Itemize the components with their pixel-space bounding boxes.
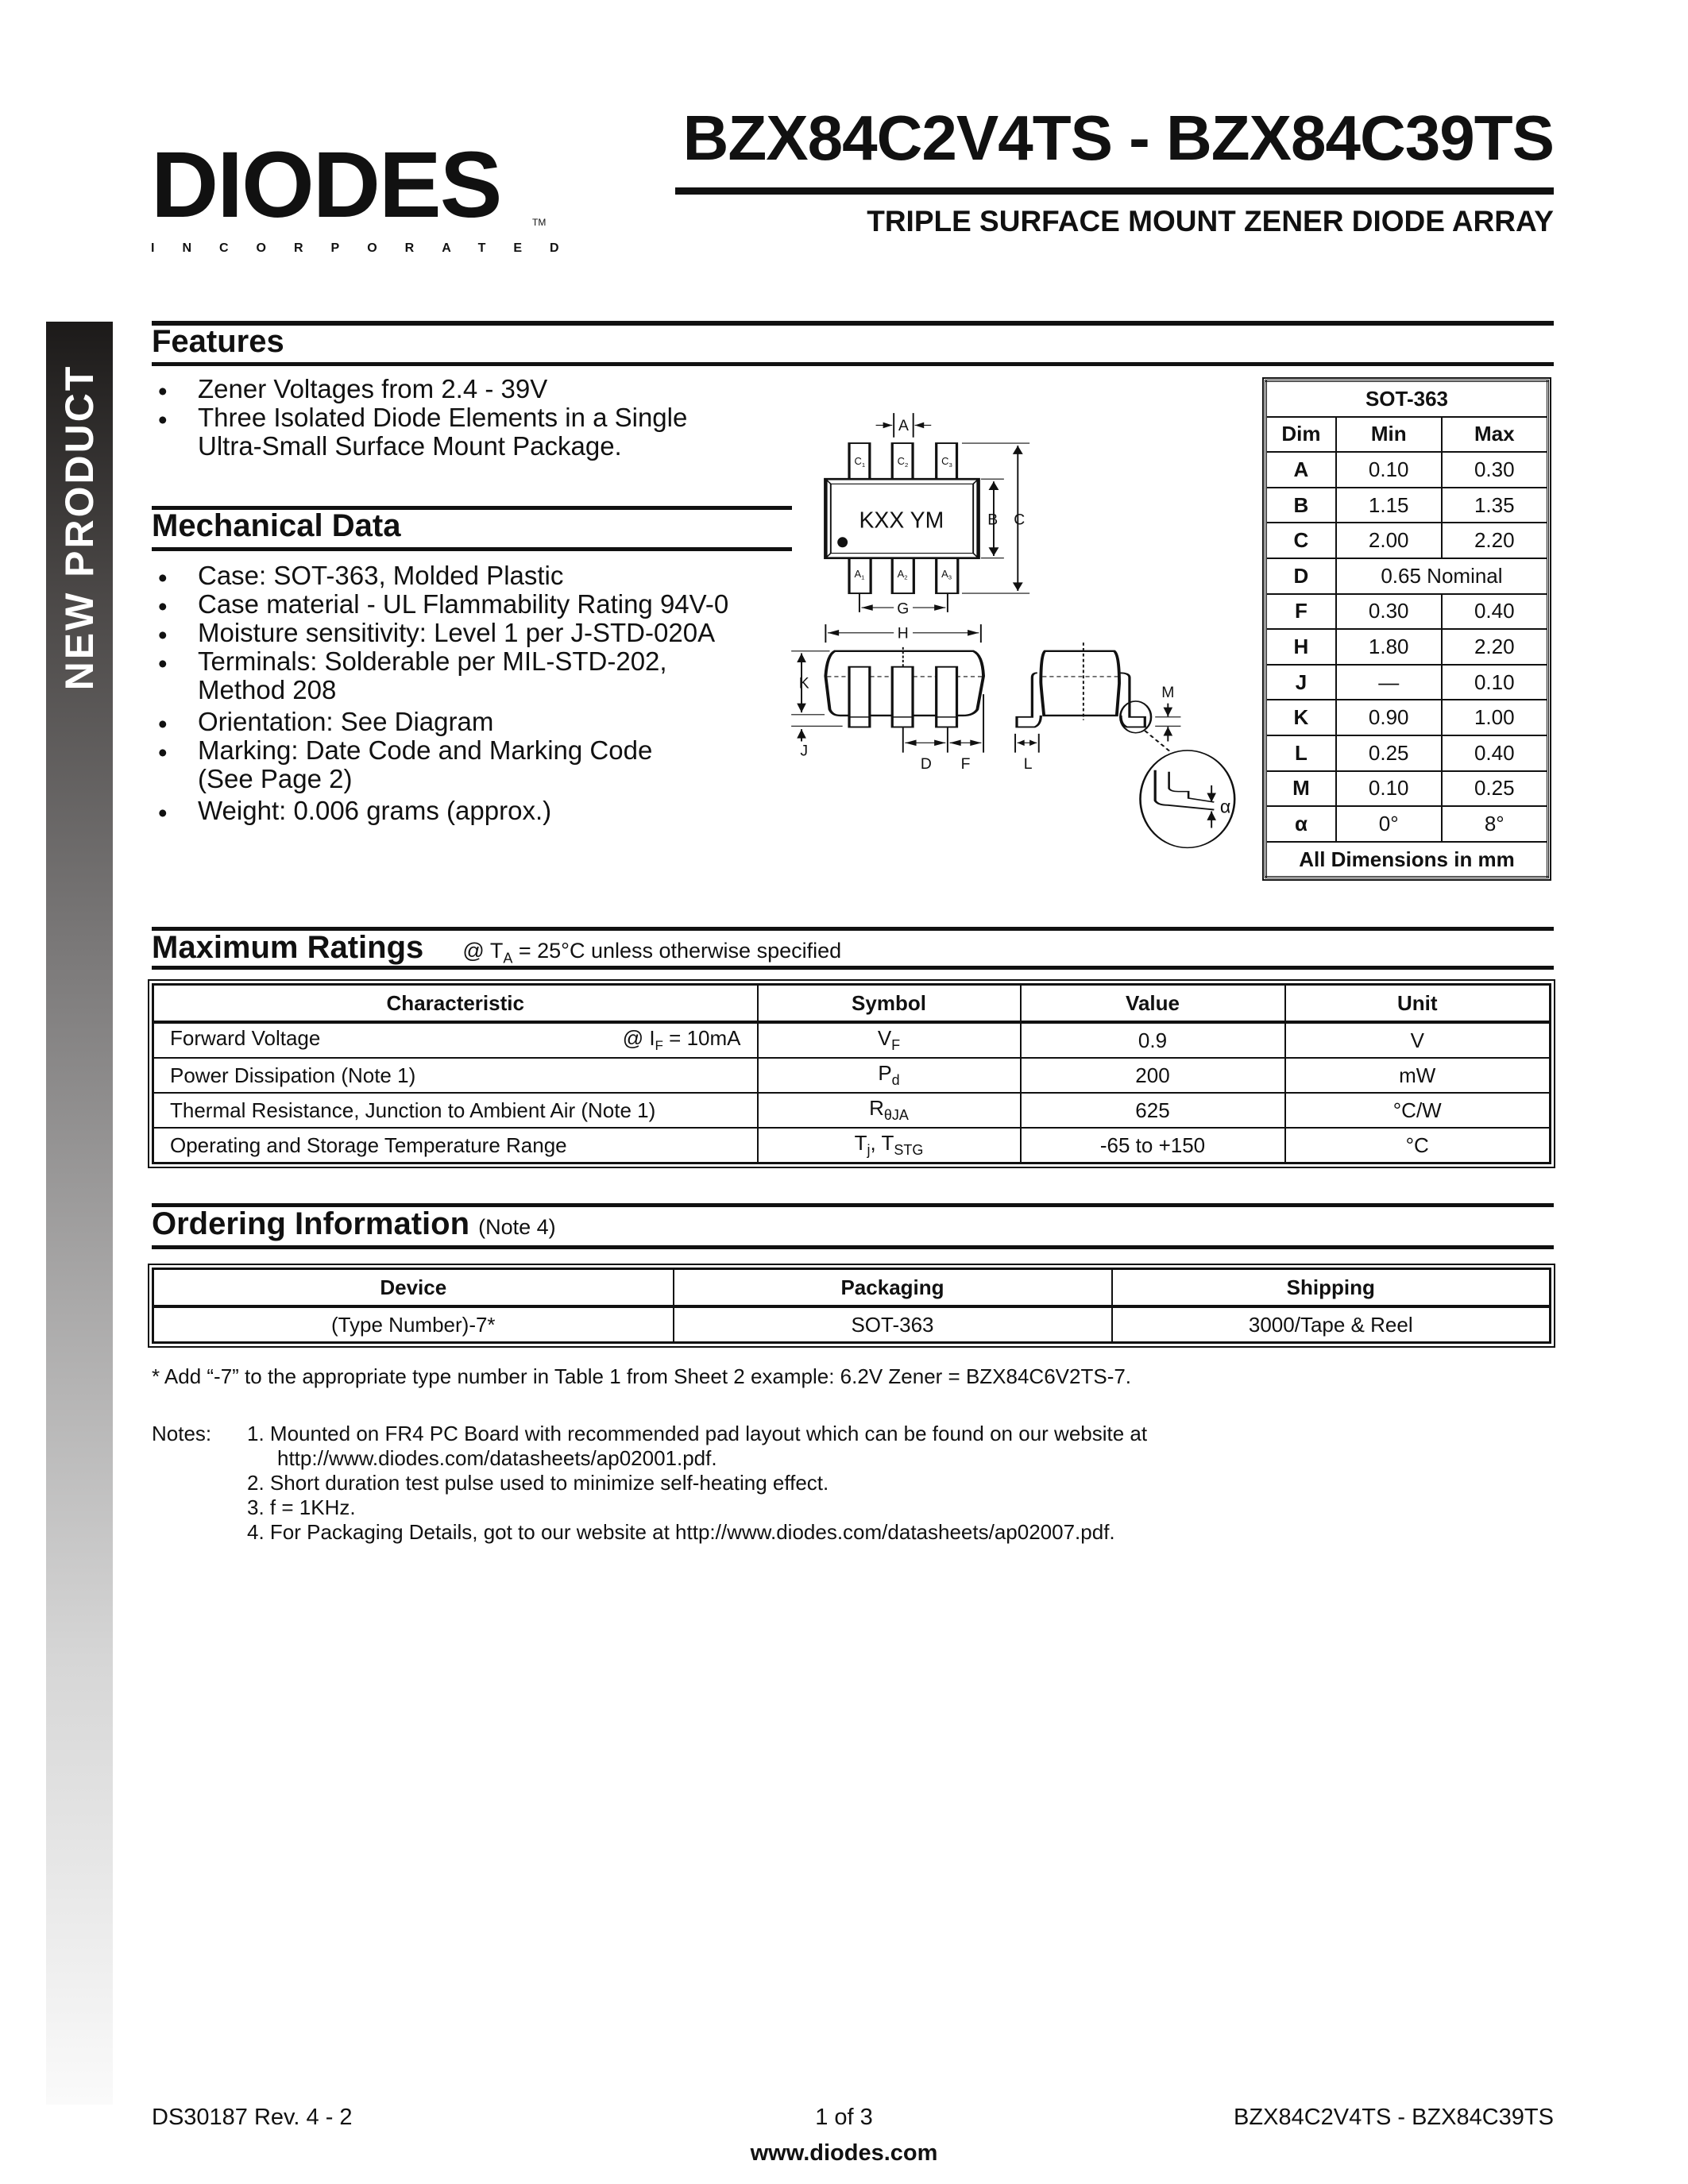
dim-label-a: A (898, 418, 909, 434)
min-cell: 0.10 (1336, 771, 1442, 807)
top-view (825, 413, 1029, 642)
logo-trademark: TM (532, 217, 547, 228)
characteristic-text: Forward Voltage (170, 1026, 321, 1051)
sot363-dimension-table (1265, 380, 1549, 878)
features-top-rule (152, 321, 1554, 326)
characteristic-text: Operating and Storage Temperature Range (170, 1133, 567, 1157)
dim-cell: B (1266, 488, 1336, 523)
list-item (152, 375, 687, 403)
symbol-header: Symbol (758, 985, 1021, 1023)
table-row (153, 1128, 1551, 1163)
list-item-text: • Zener Voltages from 2.4 - 39V (198, 374, 548, 403)
dim-cell: A (1266, 452, 1336, 488)
dim-label-b: B (987, 511, 999, 529)
list-item-text: • Orientation: See Diagram (198, 707, 494, 736)
max-cell: 2.20 (1442, 523, 1548, 558)
page-title: BZX84C2V4TS - BZX84C39TS (682, 102, 1554, 173)
min-cell: 0.10 (1336, 452, 1442, 488)
dim-row (1266, 488, 1548, 523)
ratings-bottom-rule (152, 966, 1554, 970)
dim-row (1266, 594, 1548, 630)
min-cell: 0.30 (1336, 594, 1442, 630)
footer-page-number: 1 of 3 (815, 2105, 873, 2130)
pin-label-a3: $A_3$ (941, 567, 952, 581)
dim-cell: D (1266, 558, 1336, 594)
diodes-logo (151, 131, 587, 257)
ordering-bottom-rule (152, 1245, 1554, 1249)
dim-col-header: Dim (1266, 417, 1336, 453)
packaging-header: Packaging (674, 1269, 1112, 1307)
characteristic-text: Power Dissipation (Note 1) (170, 1063, 416, 1087)
dim-row (1266, 629, 1548, 665)
list-item (152, 619, 728, 647)
dim-cell: C (1266, 523, 1336, 558)
marking-code: KXX YM (859, 507, 944, 534)
list-item (152, 590, 728, 619)
dim-row (1266, 806, 1548, 842)
dim-label-c: C (1014, 511, 1026, 529)
page-subtitle: TRIPLE SURFACE MOUNT ZENER DIODE ARRAY (867, 205, 1554, 237)
characteristic-cell (153, 1058, 758, 1093)
table-row (153, 1306, 1551, 1343)
min-cell: 1.80 (1336, 629, 1442, 665)
pin-label-a2: $A_2$ (897, 567, 908, 581)
max-cell: 8° (1442, 806, 1548, 842)
dim-label-h: H (897, 625, 909, 642)
note-item: http://www.diodes.com/datasheets/ap02001.pdf. (277, 1446, 717, 1470)
ordering-note-ref: (Note 4) (478, 1215, 556, 1239)
max-cell: 1.00 (1442, 700, 1548, 735)
notes-label: Notes: (152, 1422, 212, 1445)
dim-row (1266, 523, 1548, 558)
unit-header: Unit (1285, 985, 1551, 1023)
pin-label-a1: $A_1$ (854, 567, 865, 581)
dim-row (1266, 665, 1548, 700)
min-cell: 0.25 (1336, 735, 1442, 771)
unit-cell: °C/W (1285, 1093, 1551, 1128)
list-item-text: Method 208 (198, 675, 337, 704)
device-cell: (Type Number)-7* (153, 1306, 674, 1343)
pin-label-c3: $C_3$ (941, 455, 952, 469)
list-item (152, 736, 728, 793)
symbol-cell: $R_{\theta JA}$ (758, 1093, 1021, 1128)
mechanical-bottom-rule (152, 547, 792, 551)
list-item-text: • Case: SOT-363, Molded Plastic (198, 561, 564, 590)
max-cell: 2.20 (1442, 629, 1548, 665)
dim-label-g: G (897, 600, 910, 618)
mechanical-heading: Mechanical Data (152, 508, 401, 543)
min-cell: 0° (1336, 806, 1442, 842)
pin1-dot (837, 537, 848, 547)
dim-row (1266, 700, 1548, 735)
dim-table-footer: All Dimensions in mm (1266, 842, 1548, 878)
list-item-text: • Case material - UL Flammability Rating 94V-0 (198, 589, 729, 619)
characteristic-cell (153, 1022, 758, 1058)
list-item-text: • Marking: Date Code and Marking Code (198, 735, 653, 765)
features-list (152, 375, 687, 464)
symbol-cell: $P_d$ (758, 1058, 1021, 1093)
ordering-table (152, 1268, 1551, 1344)
features-heading: Features (152, 324, 284, 359)
sidebar-label-text: NEW PRODUCT (57, 364, 102, 691)
list-item (152, 708, 728, 736)
unit-cell: V (1285, 1022, 1551, 1058)
unit-cell: °C (1285, 1128, 1551, 1163)
dim-cell: F (1266, 594, 1336, 630)
max-col-header: Max (1442, 417, 1548, 453)
pin-label-c2: $C_2$ (897, 455, 909, 469)
dim-label-f: F (960, 755, 971, 773)
logo-text: DIODES (151, 133, 501, 237)
ordering-title: Ordering Information (152, 1206, 469, 1241)
footer-website-link[interactable]: www.diodes.com (750, 2140, 938, 2166)
dim-label-j: J (800, 743, 809, 760)
dim-row (1266, 771, 1548, 807)
max-cell: 0.25 (1442, 771, 1548, 807)
table-row (153, 1058, 1551, 1093)
min-cell: 1.15 (1336, 488, 1442, 523)
dim-label-l: L (1023, 755, 1033, 773)
list-item-text: • Terminals: Solderable per MIL-STD-202, (198, 646, 667, 676)
value-cell: 625 (1021, 1093, 1285, 1128)
end-view (1015, 642, 1234, 847)
max-ratings-title: Maximum Ratings (152, 930, 424, 965)
min-col-header: Min (1336, 417, 1442, 453)
logo-subtext: INCORPORATED (151, 241, 587, 255)
dim-cell: L (1266, 735, 1336, 771)
dim-cell: α (1266, 806, 1336, 842)
symbol-cell: $T_j$, $T_{STG}$ (758, 1128, 1021, 1163)
list-item-text: • Three Isolated Diode Elements in a Single (198, 403, 688, 432)
table-row (153, 1093, 1551, 1128)
characteristic-cell (153, 1128, 758, 1163)
dim-label-m: M (1161, 684, 1175, 701)
characteristic-text: Thermal Resistance, Junction to Ambient Air (Note 1) (170, 1098, 656, 1122)
value-cell: 200 (1021, 1058, 1285, 1093)
test-condition: @ $I_F = 10mA$ (622, 1026, 741, 1054)
max-ratings-heading (152, 930, 841, 967)
max-cell: 0.30 (1442, 452, 1548, 488)
title-rule (675, 187, 1554, 195)
shipping-header: Shipping (1112, 1269, 1551, 1307)
list-item-text: Ultra-Small Surface Mount Package. (198, 431, 622, 461)
symbol-cell: $V_F$ (758, 1022, 1021, 1058)
list-item (152, 561, 728, 590)
footer-part-number: BZX84C2V4TS - BZX84C39TS (1234, 2105, 1554, 2130)
min-cell: 2.00 (1336, 523, 1442, 558)
dim-row (1266, 558, 1548, 594)
max-cell: 0.40 (1442, 594, 1548, 630)
min-cell: — (1336, 665, 1442, 700)
max-cell: 0.40 (1442, 735, 1548, 771)
device-header: Device (153, 1269, 674, 1307)
characteristic-header: Characteristic (153, 985, 758, 1023)
dim-row (1266, 735, 1548, 771)
footer-doc-number: DS30187 Rev. 4 - 2 (152, 2105, 353, 2130)
list-item (152, 647, 728, 704)
shipping-cell: 3000/Tape & Reel (1112, 1306, 1551, 1343)
dim-cell: M (1266, 771, 1336, 807)
characteristic-cell (153, 1093, 758, 1128)
dim-cell: J (1266, 665, 1336, 700)
maximum-ratings-table (152, 983, 1551, 1164)
dim-label-d: D (920, 755, 932, 773)
list-item (152, 403, 687, 461)
max-ratings-condition: @ $T_A = 25^\circ C$ unless otherwise specified (462, 939, 842, 967)
note-item: 2. Short duration test pulse used to minimize self-heating effect. (247, 1471, 829, 1495)
note-item: 3. f = 1KHz. (247, 1495, 356, 1519)
max-cell: 1.35 (1442, 488, 1548, 523)
value-cell: 0.9 (1021, 1022, 1285, 1058)
unit-cell: mW (1285, 1058, 1551, 1093)
value-header: Value (1021, 985, 1285, 1023)
list-item (152, 797, 728, 825)
side-view (791, 647, 983, 773)
packaging-cell: SOT-363 (674, 1306, 1112, 1343)
value-cell: -65 to +150 (1021, 1128, 1285, 1163)
note-item: 4. For Packaging Details, got to our website at http://www.diodes.com/datasheets/ap02007.pdf. (247, 1520, 1115, 1544)
dim-row (1266, 452, 1548, 488)
features-bottom-rule (152, 362, 1554, 366)
ordering-footnote: * Add “-7” to the appropriate type number in Table 1 from Sheet 2 example: 6.2V Zener = BZX84C6V2TS-7. (152, 1364, 1132, 1388)
dim-cell: K (1266, 700, 1336, 735)
max-cell: 0.10 (1442, 665, 1548, 700)
mechanical-list (152, 561, 728, 825)
pin-label-c1: $C_1$ (854, 455, 866, 469)
dim-label-k: K (798, 675, 809, 693)
table-row (153, 1022, 1551, 1058)
dim-cell: H (1266, 629, 1336, 665)
nominal-cell: 0.65 Nominal (1336, 558, 1548, 594)
dim-table-title: SOT-363 (1266, 381, 1548, 417)
ordering-heading (152, 1206, 556, 1242)
min-cell: 0.90 (1336, 700, 1442, 735)
list-item-text: • Moisture sensitivity: Level 1 per J-STD-020A (198, 618, 716, 647)
list-item-text: • Weight: 0.006 grams (approx.) (198, 796, 552, 825)
list-item-text: (See Page 2) (198, 764, 353, 793)
note-item: 1. Mounted on FR4 PC Board with recommended pad layout which can be found on our website at (247, 1422, 1148, 1445)
dim-label-alpha: α (1219, 796, 1231, 817)
